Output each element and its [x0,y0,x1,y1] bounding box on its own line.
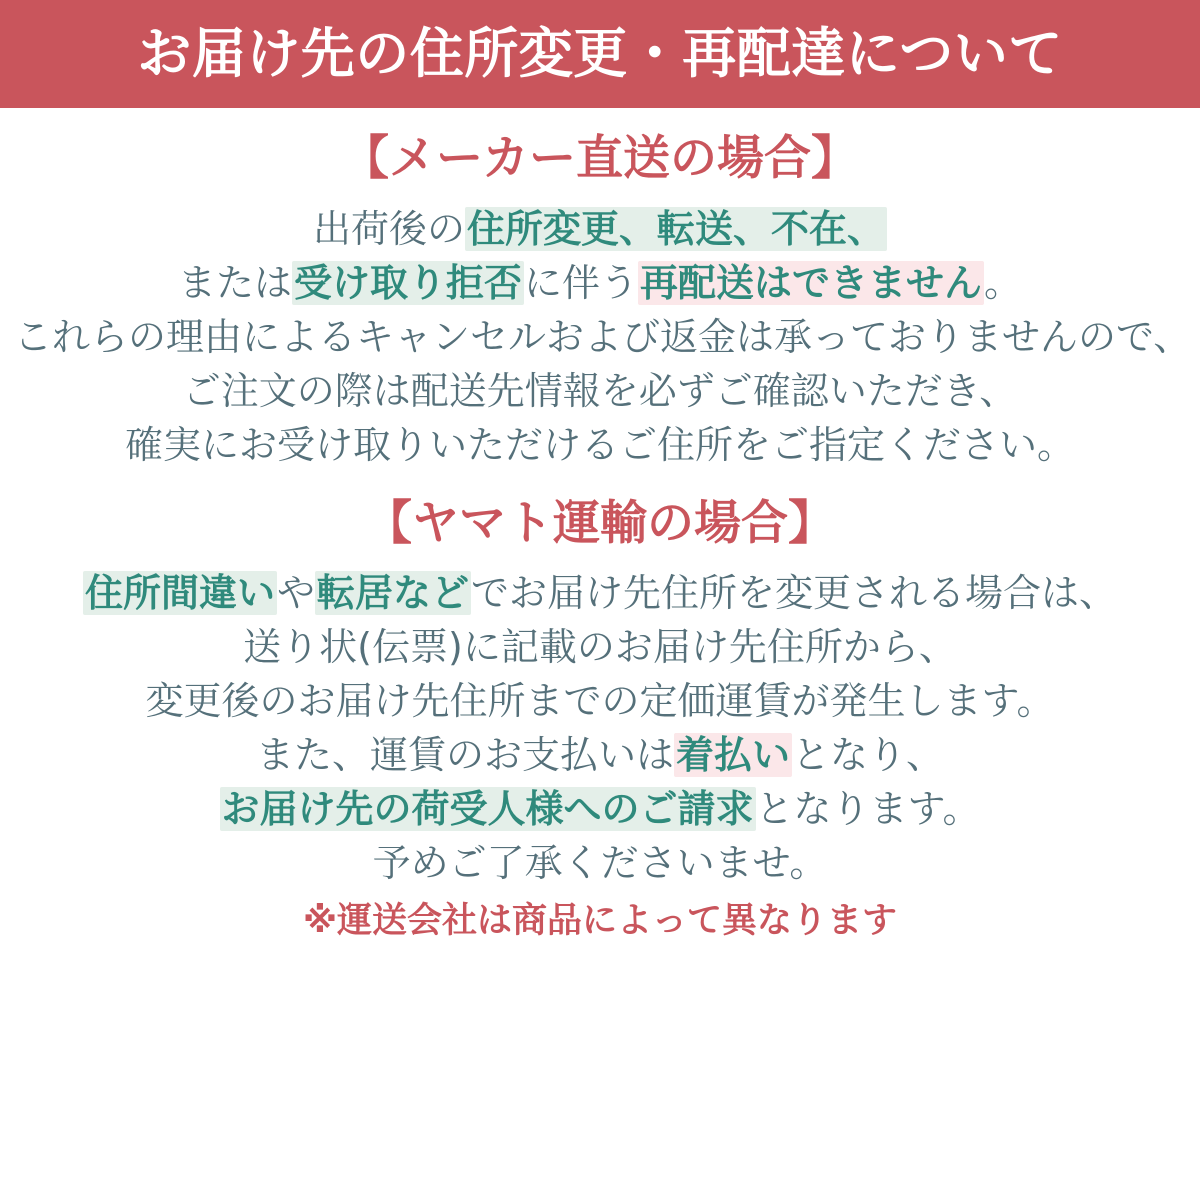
line-segment: でお届け先住所を変更される場合は、 [471,571,1118,616]
line-segment: または [177,260,292,305]
line-segment: 出荷後の [312,206,465,251]
notice-content [0,130,1200,944]
section-body-maker-direct [14,203,1192,473]
line-segment: となります。 [755,787,981,832]
notice-line [14,567,1186,621]
notice-line [14,311,1192,365]
line-segment: 確実にお受け取りいただけるご住所をご指定ください。 [124,422,1075,467]
line-segment-highlight: 転居など [317,571,470,616]
footer-note: ※運送会社は商品によって異なります [302,900,898,941]
page-header [0,0,1200,108]
line-segment-highlight: お届け先の荷受人様へのご請求 [221,787,754,832]
line-segment: また、運賃のお支払いは [255,733,674,778]
section-heading-maker-direct: 【メーカー直送の場合】 [341,131,859,186]
line-segment-highlight: 住所間違い [84,571,275,616]
notice-line [14,783,1186,837]
line-segment-highlight: 住所変更、転送、不在、 [467,206,886,251]
notice-line [14,257,1186,311]
line-segment: 変更後のお届け先住所までの定価運賃が発生します。 [145,679,1055,724]
notice-line [14,365,1186,419]
line-segment: 。 [984,260,1023,305]
line-segment: これらの理由によるキャンセルおよび返金は承っておりませんので、 [14,314,1192,359]
line-segment-highlight: 着払い [675,733,790,778]
section-body-yamato [14,567,1186,891]
section-heading-yamato: 【ヤマト運輸の場合】 [365,495,835,551]
line-segment: に伴う [523,260,638,305]
notice-line [14,203,1186,257]
line-segment-highlight: 受け取り拒否 [293,260,522,305]
line-segment: や [276,571,315,616]
page-title: お届け先の住所変更・再配達について [137,22,1063,85]
notice-line [14,837,1186,891]
line-segment-highlight: 再配送はできません [640,260,983,305]
notice-line [14,419,1186,473]
notice-line [14,621,1186,675]
line-segment: となり、 [792,733,945,778]
line-segment: ご注文の際は配送先情報を必ずご確認いただき、 [182,368,1018,413]
notice-line [14,675,1186,729]
line-segment: 送り状(伝票)に記載のお届け先住所から、 [243,625,957,670]
notice-line [14,729,1186,783]
line-segment: 予めご了承くださいませ。 [372,841,828,886]
